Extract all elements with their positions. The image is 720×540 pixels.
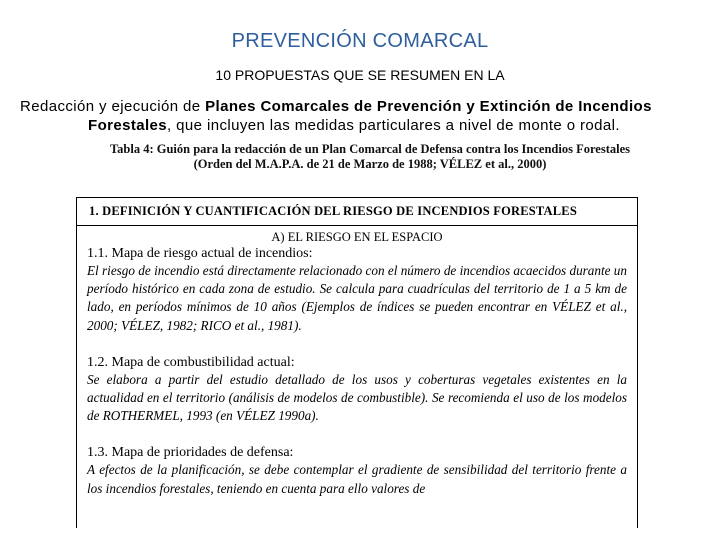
- intro-prefix: Redacción y ejecución de: [20, 98, 206, 115]
- intro-bold-plans: Planes Comarcales de Prevención y Extinción de Incendios: [205, 98, 652, 115]
- table-caption: [60, 142, 680, 172]
- intro-line-2: [20, 116, 710, 135]
- intro-paragraph: [20, 97, 710, 135]
- intro-bold-forestales: Forestales: [88, 117, 168, 134]
- table-item-1: [77, 245, 637, 335]
- subsection-heading: A) EL RIESGO EN EL ESPACIO: [271, 230, 443, 244]
- item-title: 1.1. Mapa de riesgo actual de incendios:: [87, 246, 313, 261]
- item-title: 1.2. Mapa de combustibilidad actual:: [87, 354, 295, 370]
- table-item-2: [77, 354, 637, 426]
- intro-suffix: , que incluyen las medidas particulares a nivel de monte o rodal.: [167, 117, 620, 134]
- item-body: El riesgo de incendio está directamente relacionado con el número de incendios acaecidos durante un período histórico en cada zona de estudio. Se calcula para cuadrículas del territorio de 1 a 5 km de lado, en períodos mínimos de 10 años (Ejemplos de índices se pueden encontrar en VÉLEZ et al., 2000; VÉLEZ, 1982; RICO et al., 1981).: [87, 263, 627, 333]
- spacer: [77, 425, 637, 444]
- slide-subtitle: 10 PROPUESTAS QUE SE RESUMEN EN LA: [215, 67, 505, 83]
- spacer: [77, 335, 637, 354]
- section-header: 1. DEFINICIÓN Y CUANTIFICACIÓN DEL RIESGO DE INCENDIOS FORESTALES: [77, 198, 637, 226]
- item-body: Se elabora a partir del estudio detallado de los usos y coberturas vegetales existentes en la actualidad en el territorio (análisis de modelos de combustible). Se recomienda el uso de los modelos de ROTHERMEL, 1993 (en VÉLEZ 1990a).: [87, 371, 627, 424]
- table-item-3: [77, 444, 637, 497]
- document-table: [76, 197, 638, 528]
- slide-title: PREVENCIÓN COMARCAL: [231, 30, 489, 52]
- table-caption-line-1: Tabla 4: Guión para la redacción de un Plan Comarcal de Defensa contra los Incendios Forestales: [109, 142, 631, 156]
- item-title: 1.3. Mapa de prioridades de defensa:: [87, 445, 294, 461]
- item-body: A efectos de la planificación, se debe contemplar el gradiente de sensibilidad del territorio frente a los incendios forestales, teniendo en cuenta para ello valores de: [87, 462, 627, 496]
- table-caption-line-2: (Orden del M.A.P.A. de 21 de Marzo de 1988; VÉLEZ et al., 2000): [193, 157, 547, 171]
